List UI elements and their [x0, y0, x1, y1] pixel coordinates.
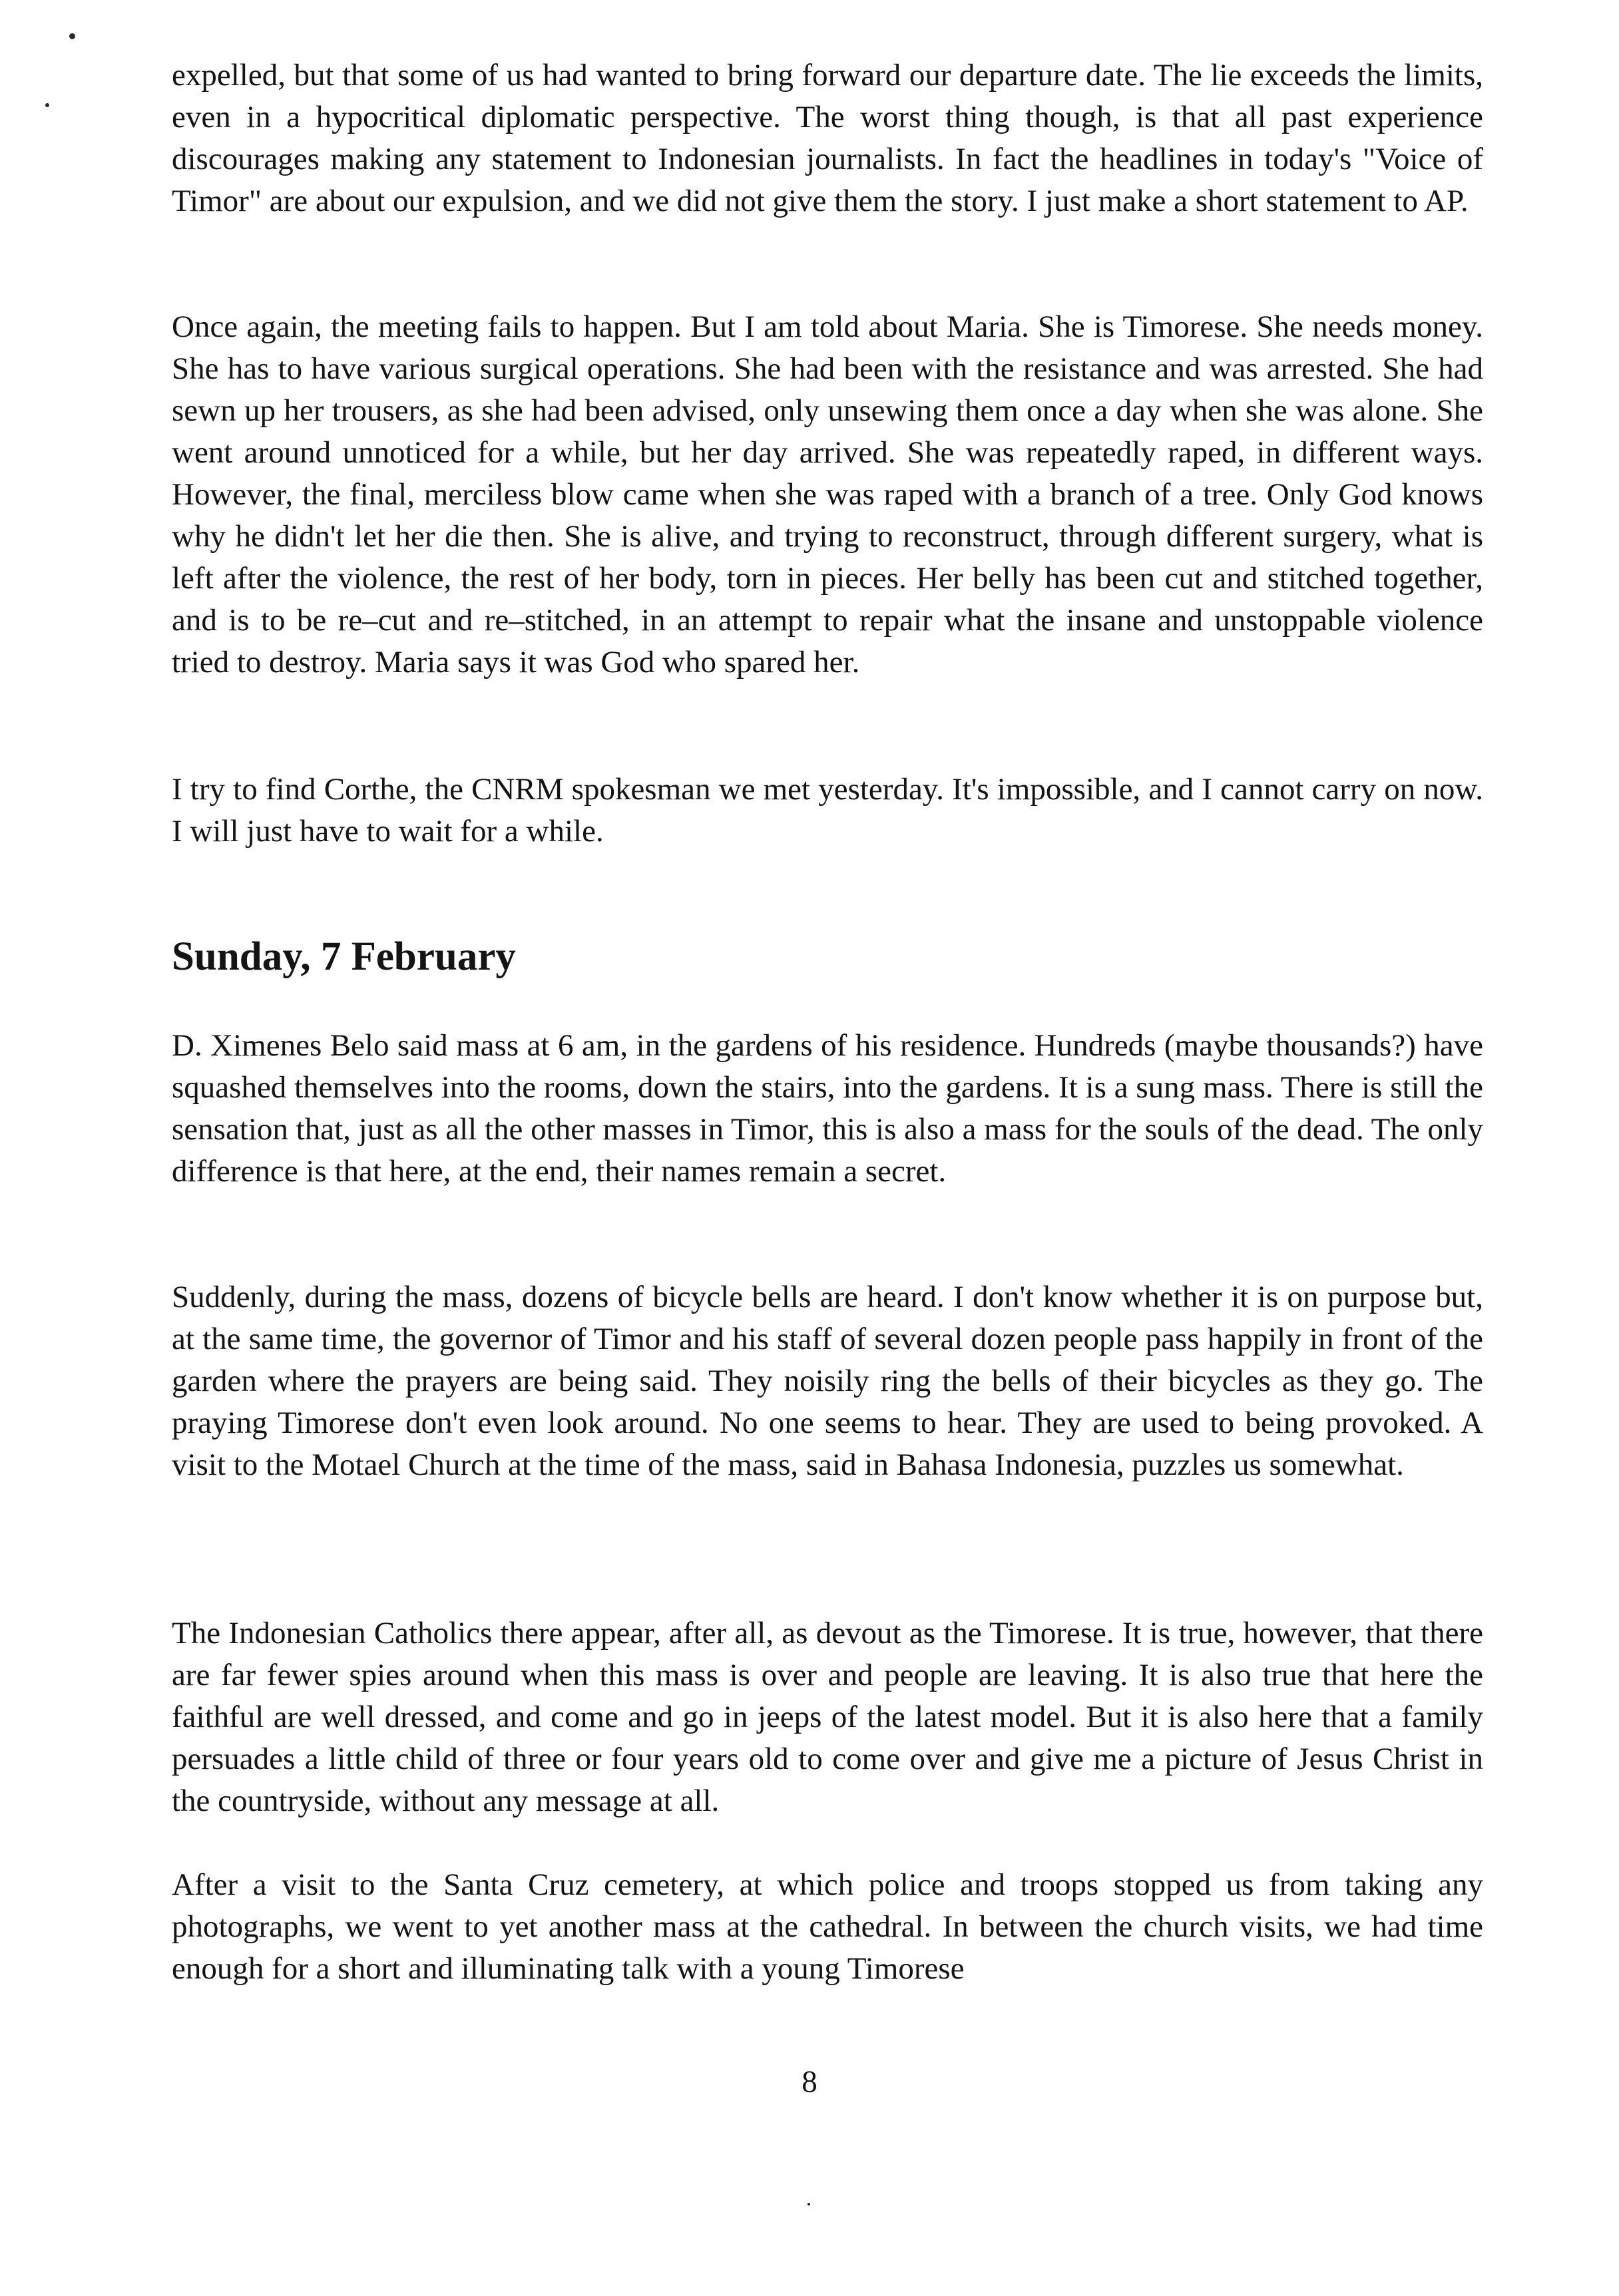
- body-paragraph: After a visit to the Santa Cruz cemetery, at which police and troops stopped us from taking any photographs, we went to yet another mass at the cathedral. In between the church visits, we had time enough for a short and illuminating talk with a young Timorese: [172, 1867, 1483, 1986]
- scan-speck: [808, 2203, 810, 2205]
- body-paragraph: D. Ximenes Belo said mass at 6 am, in the gardens of his residence. Hundreds (maybe thousands?) have squashed themselves into the rooms, down the stairs, into the gardens. It is a sung mass. There is still the sensation that, just as all the other masses in Timor, this is also a mass for the souls of the dead. The only difference is that here, at the end, their names remain a secret.: [172, 1028, 1483, 1189]
- body-paragraph: The Indonesian Catholics there appear, after all, as devout as the Timorese. It is true, however, that there are far fewer spies around when this mass is over and people are leaving. It is also true that here the faithful are well dressed, and come and go in jeeps of the latest model. But it is also here that a family persuades a little child of three or four years old to come over and give me a picture of Jesus Christ in the countryside, without any message at all.: [172, 1616, 1483, 1818]
- section-heading: Sunday, 7 February: [172, 934, 516, 979]
- scan-speck: [45, 103, 49, 107]
- scan-speck: [69, 33, 75, 39]
- body-paragraph: Suddenly, during the mass, dozens of bicycle bells are heard. I don't know whether it is on purpose but, at the same time, the governor of Timor and his staff of several dozen people pass happily in front of the garden where the prayers are being said. They noisily ring the bells of their bicycles as they go. The praying Timorese don't even look around. No one seems to hear. They are used to being provoked. A visit to the Motael Church at the time of the mass, said in Bahasa Indonesia, puzzles us somewhat.: [172, 1280, 1483, 1482]
- body-paragraph: expelled, but that some of us had wanted to bring forward our departure date. The lie exceeds the limits, even in a hypocritical diplomatic perspective. The worst thing though, is that all past experience discourages making any statement to Indonesian journalists. In fact the headlines in today's "Voice of Timor" are about our expulsion, and we did not give them the story. I just make a short statement to AP.: [172, 58, 1483, 218]
- body-paragraph: Once again, the meeting fails to happen. But I am told about Maria. She is Timorese. She needs money. She has to have various surgical operations. She had been with the resistance and was arrested. She had sewn up her trousers, as she had been advised, only unsewing them once a day when she was alone. She went around unnoticed for a while, but her day arrived. She was repeatedly raped, in different ways. However, the final, merciless blow came when she was raped with a branch of a tree. Only God knows why he didn't let her die then. She is alive, and trying to reconstruct, through different surgery, what is left after the violence, the rest of her body, torn in pieces. Her belly has been cut and stitched together, and is to be re–cut and re–stitched, in an attempt to repair what the insane and unstoppable violence tried to destroy. Maria says it was God who spared her.: [172, 309, 1483, 679]
- page-number: 8: [802, 2064, 817, 2099]
- body-paragraph: I try to find Corthe, the CNRM spokesman we met yesterday. It's impossible, and I cannot carry on now. I will just have to wait for a while.: [172, 772, 1483, 849]
